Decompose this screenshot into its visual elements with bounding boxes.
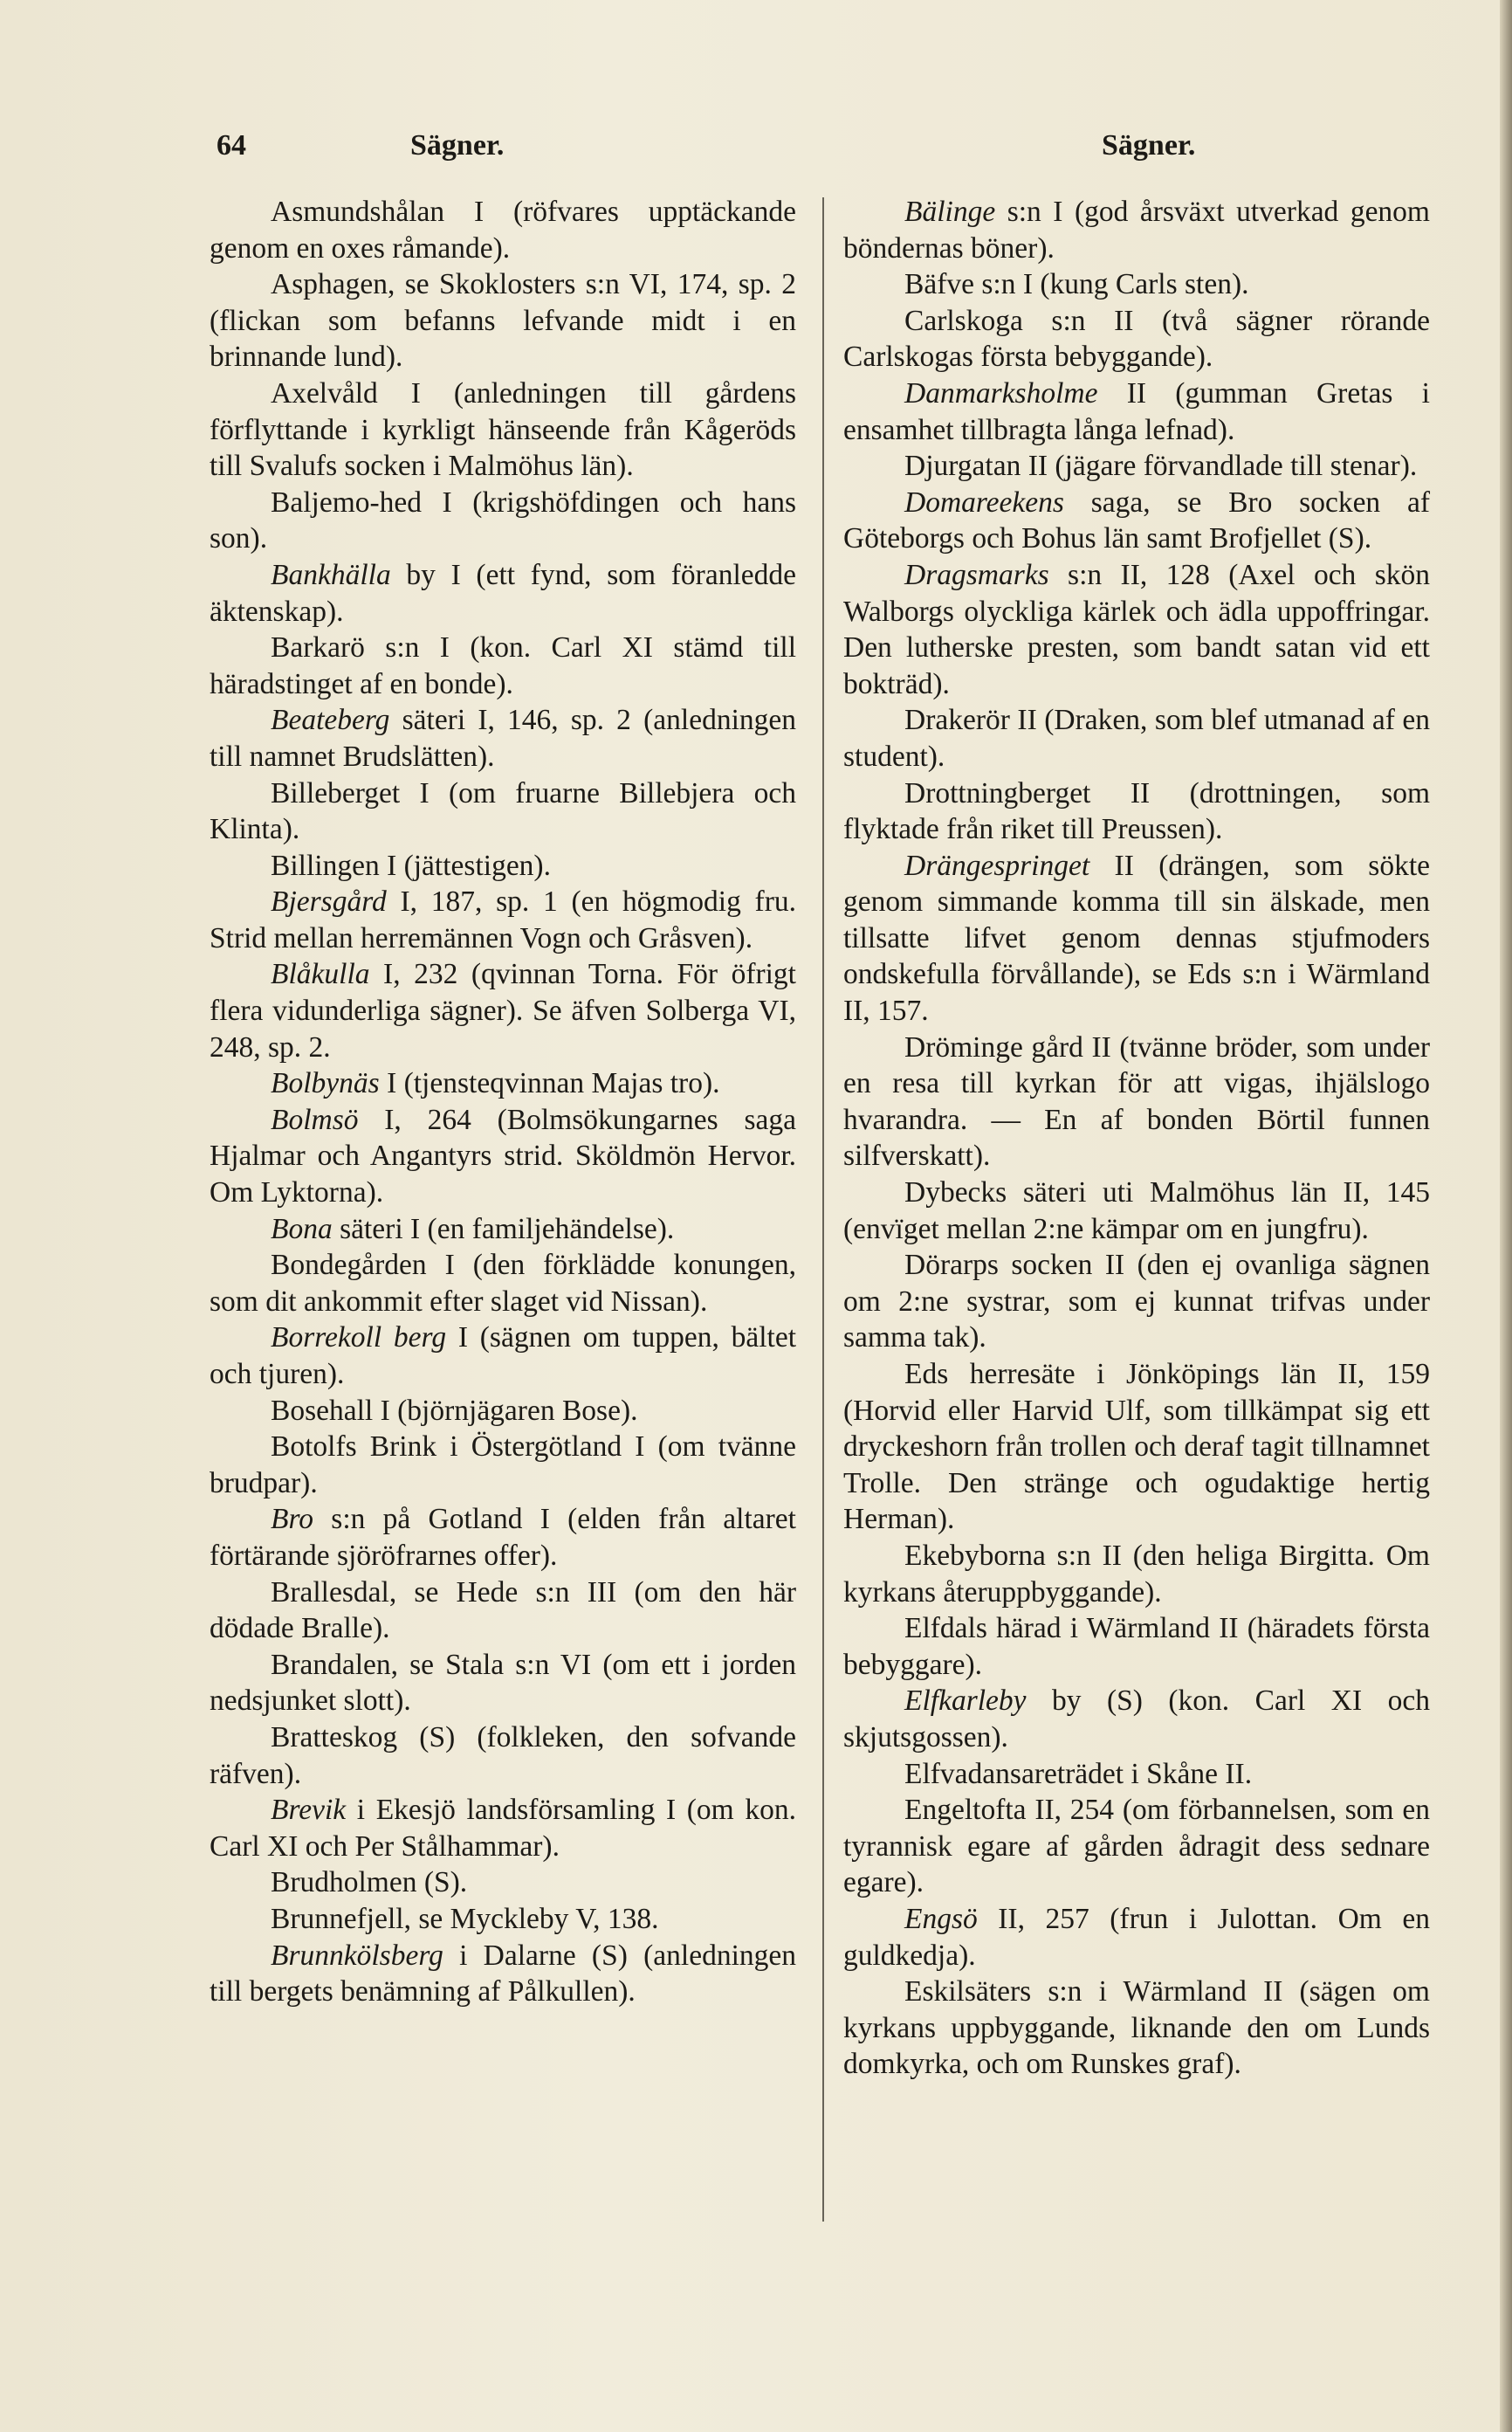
index-entry [210, 1647, 796, 1719]
index-entry [210, 375, 796, 485]
entry-headword: Bälinge [904, 196, 996, 228]
index-entry [210, 194, 796, 266]
entry-headword: Bjersgård [271, 885, 387, 919]
entry-headword: Danmarksholme [904, 376, 1098, 410]
index-entry [210, 266, 796, 375]
index-entry [843, 1030, 1430, 1175]
index-entry [210, 884, 796, 956]
entry-text: s:n II, 128 (Axel och skön Walborgs olyckliga kärlek och ädla uppoffringar. Den lutherske presten, som bandt satan vid ett bokträd). [843, 558, 1430, 700]
entry-text: Brunnefjell, se Myckleby V, 138. [271, 1902, 659, 1935]
entry-text: Bondegården I (den förklädde konungen, som dit ankommit efter slaget vid Nissan). [210, 1249, 796, 1318]
entry-text: II, 257 (frun i Julottan. Om en guldkedja). [843, 1902, 1430, 1972]
entry-headword: Elfkarleby [904, 1684, 1027, 1718]
entry-text: Eds herresäte i Jönköpings län II, 159 (Horvid eller Harvid Ulf, som tillkämpat sig ett dryckeshorn från trollen och deraf tagit tillnamnet Trolle. Den stränge och ogudaktige hertig Herman). [843, 1358, 1430, 1536]
index-entry [210, 1938, 796, 2010]
entry-text: Bäfve s:n I (kung Carls sten). [904, 268, 1249, 301]
entry-text: Botolfs Brink i Östergötland I (om tvänne brudpar). [210, 1430, 796, 1499]
entry-headword: Bolbynäs [271, 1067, 380, 1100]
entry-headword: Bro [271, 1503, 314, 1536]
index-entry [210, 1574, 796, 1647]
index-entry [210, 775, 796, 848]
entry-text: Elfdals härad i Wärmland II (häradets första bebyggare). [843, 1612, 1430, 1681]
index-entry [843, 194, 1430, 266]
entry-text: saga, se Bro socken af Göteborgs och Bohus län samt Brofjellet (S). [843, 486, 1430, 555]
index-entry [210, 1393, 796, 1430]
index-entry [210, 1429, 796, 1501]
entry-text: Eskilsäters s:n i Wärmland II (sägen om kyrkans uppbyggande, liknande den om Lunds domkyrka, och om Runskes graf). [843, 1975, 1430, 2081]
entry-headword: Bankhälla [271, 558, 391, 591]
entry-text: s:n på Gotland I (elden från altaret förtärande sjöröfrarnes offer). [210, 1503, 796, 1572]
entry-text: I, 264 (Bolmsökungarnes saga Hjalmar och Angantyrs strid. Sköldmön Hervor. Om Lyktorna). [210, 1103, 796, 1209]
entry-text: Drottningberget II (drottningen, som flyktade från riket till Preussen). [843, 776, 1430, 846]
index-entry [843, 557, 1430, 702]
entry-text: Ekebyborna s:n II (den heliga Birgitta. Om kyrkans återuppbyggande). [843, 1539, 1430, 1609]
page-edge-shadow [1500, 0, 1512, 2432]
index-entry [210, 1065, 796, 1102]
index-entry [843, 1175, 1430, 1247]
entry-headword: Bona [271, 1212, 333, 1245]
entry-text: Baljemo-hed I (krigshöfdingen och hans son). [210, 486, 796, 555]
running-head-right: Sägner. [1102, 129, 1196, 162]
column-divider [822, 197, 824, 2222]
index-entry [210, 1864, 796, 1901]
entry-text: II (gumman Gretas i ensamhet tillbragta långa lefnad). [843, 376, 1430, 446]
index-entry [210, 1102, 796, 1211]
index-entry [210, 1901, 796, 1938]
entry-text: I (sägnen om tuppen, bältet och tjuren). [210, 1321, 796, 1390]
entry-text: Drakerör II (Draken, som blef utmanad af en student). [843, 704, 1430, 773]
entry-headword: Drängespringet [904, 849, 1090, 882]
entry-text: Carlskoga s:n II (två sägner rörande Carlskogas första bebyggande). [843, 304, 1430, 374]
entry-text: Elfvadansareträdet i Skåne II. [904, 1757, 1253, 1790]
entry-headword: Borrekoll berg [271, 1321, 447, 1354]
index-entry [210, 485, 796, 557]
index-entry [843, 1792, 1430, 1901]
index-entry [210, 848, 796, 885]
entry-text: Asphagen, se Skoklosters s:n VI, 174, sp. 2 (flickan som befanns lefvande midt i en brinnande lund). [210, 268, 796, 374]
index-entry [210, 702, 796, 775]
entry-text: Brandalen, se Stala s:n VI (om ett i jorden nedsjunket slott). [210, 1648, 796, 1718]
running-head-left: Sägner. [410, 129, 505, 162]
entry-text: Dörarps socken II (den ej ovanliga sägnen om 2:ne systrar, som ej kunnat trifvas under samma tak). [843, 1249, 1430, 1354]
index-entry [210, 630, 796, 702]
index-entry [843, 1974, 1430, 2083]
entry-text: Dröminge gård II (tvänne bröder, som under en resa till kyrkan för att vigas, ihjälslogo hvarandra. — En af bonden Börtil funnen silfverskatt). [843, 1030, 1430, 1173]
index-entry [843, 448, 1430, 485]
entry-headword: Blåkulla [271, 958, 370, 991]
index-entry [843, 1901, 1430, 1974]
left-column [210, 194, 796, 2010]
index-entry [843, 1538, 1430, 1610]
entry-text: s:n I (god årsväxt utverkad genom böndernas böner). [843, 196, 1430, 265]
index-entry [843, 775, 1430, 848]
index-entry [843, 1756, 1430, 1793]
index-entry [210, 1247, 796, 1319]
entry-headword: Brunnkölsberg [271, 1939, 443, 1972]
index-entry [843, 1610, 1430, 1683]
entry-text: Dybecks säteri uti Malmöhus län II, 145 (envïget mellan 2:ne kämpar om en jungfru). [843, 1176, 1430, 1245]
entry-text: Axelvåld I (anledningen till gårdens förflyttande i kyrkligt hänseende från Kågeröds till Svalufs socken i Malmöhus län). [210, 376, 796, 483]
entry-text: Billeberget I (om fruarne Billebjera och Klinta). [210, 776, 796, 846]
entry-text: Asmundshålan I (röfvares upptäckande genom en oxes råmande). [210, 196, 796, 265]
entry-text: by I (ett fynd, som föranledde äktenskap). [210, 558, 796, 628]
entry-text: I, 187, sp. 1 (en högmodig fru. Strid mellan herremännen Vogn och Gråsven). [210, 885, 796, 954]
right-column [843, 194, 1430, 2083]
index-entry [843, 303, 1430, 375]
index-entry [210, 1319, 796, 1392]
entry-text: II (drängen, som sökte genom simmande komma till sin älskade, men tillsatte lifvet genom dennas stjufmoders ondskefulla förvållande), se Eds s:n i Wärmland II, 157. [843, 849, 1430, 1028]
index-entry [843, 702, 1430, 775]
entry-text: Engeltofta II, 254 (om förbannelsen, som en tyrannisk egare af gården ådragit dess sednare egare). [843, 1794, 1430, 1899]
index-entry [210, 557, 796, 630]
index-entry [210, 956, 796, 1065]
entry-text: by (S) (kon. Carl XI och skjutsgossen). [843, 1684, 1430, 1753]
entry-text: i Dalarne (S) (anledningen till bergets benämning af Pålkullen). [210, 1939, 796, 2008]
page-number: 64 [216, 129, 246, 162]
entry-text: säteri I, 146, sp. 2 (anledningen till namnet Brudslätten). [210, 704, 796, 773]
index-entry [843, 485, 1430, 557]
entry-text: Brudholmen (S). [271, 1866, 468, 1899]
entry-text: i Ekesjö landsförsamling I (om kon. Carl XI och Per Stålhammar). [210, 1794, 796, 1863]
entry-headword: Domareekens [904, 486, 1064, 519]
index-entry [210, 1211, 796, 1248]
entry-text: Djurgatan II (jägare förvandlade till stenar). [904, 450, 1418, 483]
index-entry [210, 1792, 796, 1864]
entry-headword: Beateberg [271, 704, 390, 737]
index-entry [843, 266, 1430, 303]
entry-headword: Engsö [904, 1902, 978, 1935]
entry-headword: Dragsmarks [904, 558, 1049, 591]
index-entry [210, 1719, 796, 1792]
index-entry [843, 1356, 1430, 1538]
entry-text: Bosehall I (björnjägaren Bose). [271, 1394, 638, 1427]
entry-text: I, 232 (qvinnan Torna. För öfrigt flera vidunderliga sägner). Se äfven Solberga VI, 248, sp. 2. [210, 958, 796, 1064]
index-entry [843, 375, 1430, 448]
entry-text: säteri I (en familjehändelse). [332, 1212, 675, 1245]
index-entry [843, 848, 1430, 1030]
entry-headword: Brevik [271, 1794, 347, 1827]
entry-headword: Bolmsö [271, 1103, 359, 1136]
entry-text: Billingen I (jättestigen). [271, 849, 551, 882]
entry-text: Barkarö s:n I (kon. Carl XI stämd till häradstinget af en bonde). [210, 631, 796, 700]
entry-text: I (tjensteqvinnan Majas tro). [379, 1067, 720, 1100]
index-entry [843, 1247, 1430, 1356]
index-entry [843, 1683, 1430, 1755]
entry-text: Bratteskog (S) (folkleken, den sofvande räfven). [210, 1720, 796, 1790]
index-entry [210, 1501, 796, 1574]
entry-text: Brallesdal, se Hede s:n III (om den här dödade Bralle). [210, 1575, 796, 1645]
